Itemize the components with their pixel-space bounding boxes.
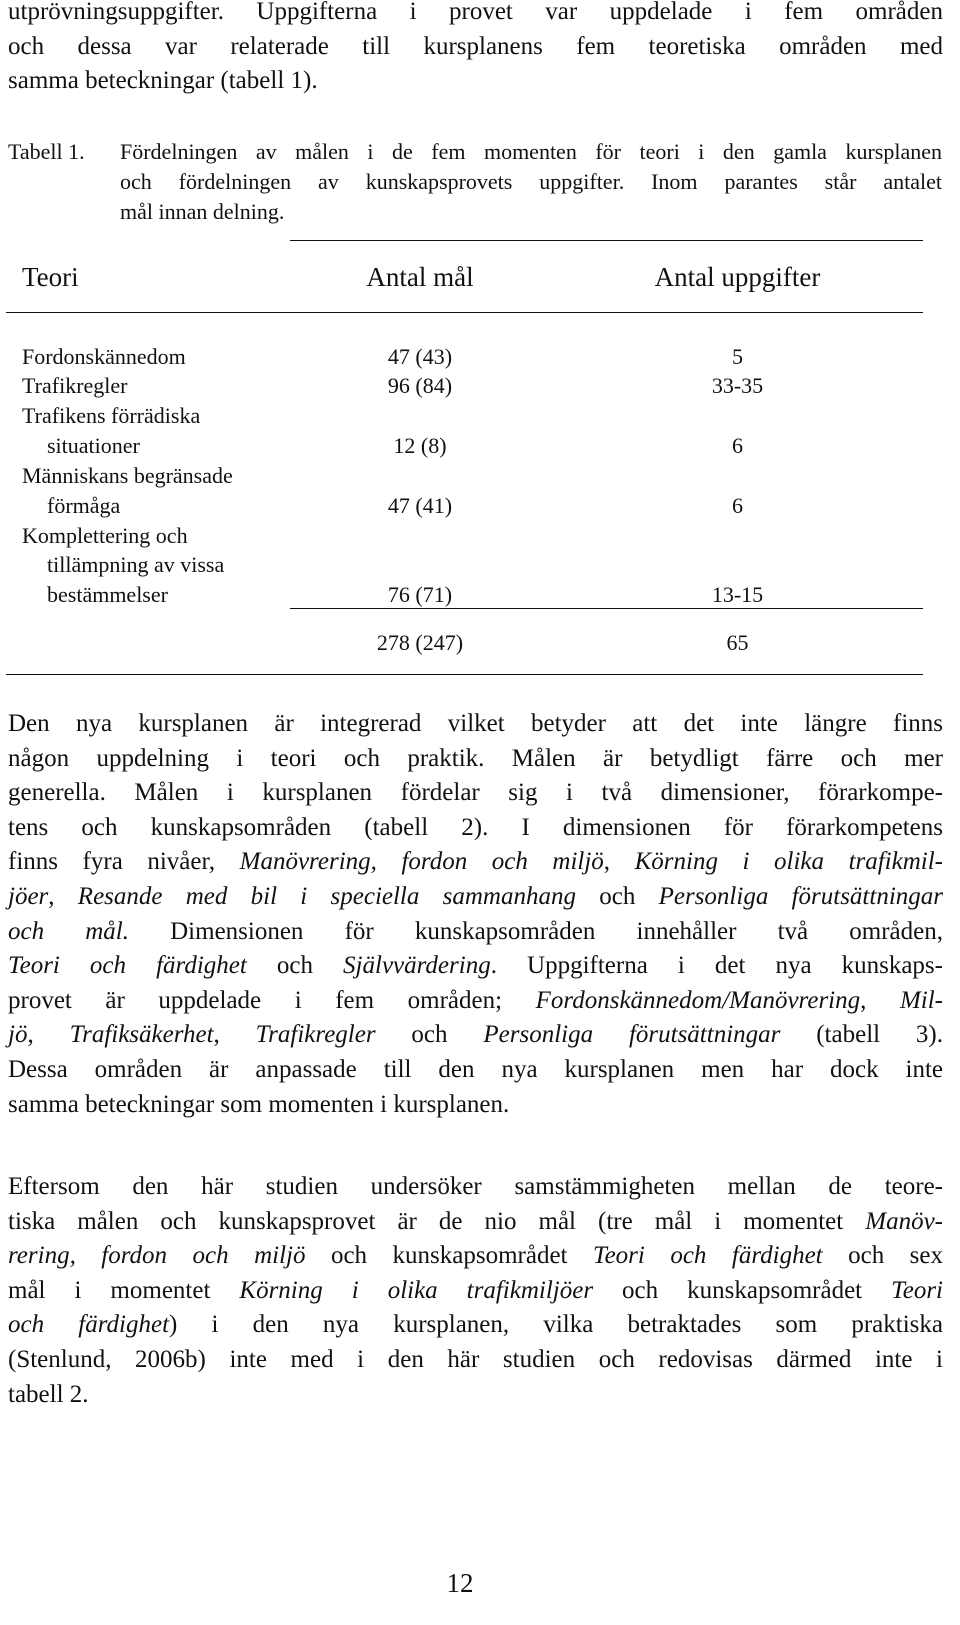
row-antal-mal: 96 (84) [387,373,453,398]
header-teori: Teori [22,262,79,292]
text-run: , [213,1021,256,1049]
italic-text: jöer [8,882,49,910]
text-run: Eftersom den här studien undersöker samstämmigheten mellan de teore- [8,1173,943,1200]
italic-text: Teori [891,1276,943,1304]
italic-text: Personliga förutsättningar [483,1021,781,1049]
italic-text: Trafikregler [255,1021,376,1049]
text-line [8,1378,943,1413]
text-line [8,1018,943,1053]
text-line [8,707,943,742]
body-paragraph [8,1170,943,1412]
italic-text: Trafiksäkerhet [69,1021,214,1049]
row-antal-mal: 47 (41) [387,493,453,518]
text-run: och sex [822,1242,944,1270]
caption-line: och fördelningen av kunskapsprovets uppgifter. Inom parantes står antalet [120,169,942,194]
text-line [8,1239,943,1274]
text-run: ) i den nya kursplanen, vilka betraktades som praktiska [169,1311,943,1339]
text-line [8,949,943,984]
text-run: mål i momentet [8,1276,240,1304]
text-run: generella. Målen i kursplanen fördelar sig i två dimensioner, förarkompe- [8,779,943,807]
header-antal-uppgifter: Antal uppgifter [654,262,821,292]
caption-label: Tabell 1. [8,139,85,164]
text-run: finns fyra nivåer, [8,848,240,876]
italic-text: Körning i olika trafikmil- [634,848,943,876]
text-run: någon uppdelning i teori och praktik. Målen är betydligt färre och mer [8,744,943,772]
text-run: provet är uppdelade i fem områden; [8,986,536,1014]
italic-text: rering, fordon och miljö [8,1242,306,1270]
row-teori-cont: bestämmelser [47,582,168,607]
page-number: 12 [446,1568,474,1598]
row-teori: Komplettering och [22,523,188,548]
text-line [8,1170,943,1205]
caption-text [120,137,942,227]
row-teori: Människans begränsade [22,463,233,488]
text-run: , [860,986,900,1014]
text-run: tabell 2. [8,1380,89,1408]
italic-text: Resande med bil i speciella sammanhang [77,882,576,910]
text-run: Dessa områden är anpassade till den nya kursplanen men har dock inte [8,1055,943,1083]
italic-text: Teori och färdighet [592,1242,823,1270]
italic-text: och mål. [8,917,129,945]
row-antal-mal: 12 (8) [393,433,447,458]
italic-text: jö [8,1021,28,1049]
total-antal-uppgifter: 65 [726,630,749,655]
text-line [8,811,943,846]
text-run: och kunskapsområdet [593,1276,892,1304]
row-antal-uppgifter: 13-15 [711,582,764,607]
text-line [8,1205,943,1240]
text-run: (Stenlund, 2006b) inte med i den här studien och redovisas därmed inte i [8,1345,943,1373]
text-run: tiska målen och kunskapsprovet är de nio mål (tre mål i momentet [8,1207,866,1235]
text-line [8,984,943,1019]
text-line [8,742,943,777]
row-teori: Fordonskännedom [22,344,186,369]
text-run: tens och kunskapsområden (tabell 2). I dimensionen för förarkompetens [8,813,943,841]
table-bottom-rule [6,674,923,675]
text-line: och dessa var relaterade till kursplanens fem teoretiska områden med [8,32,943,60]
row-teori-cont: tillämpning av vissa [47,552,225,577]
text-line: samma beteckningar (tabell 1). [8,67,318,95]
caption-line: mål innan delning. [120,199,285,224]
text-run: Dimensionen för kunskapsområden innehåller två områden, [128,917,943,945]
header-antal-mal: Antal mål [366,262,474,292]
italic-text: Teori och färdighet [8,952,247,980]
row-teori-cont: förmåga [47,493,121,518]
row-teori: Trafikregler [22,373,128,398]
text-run: samma beteckningar som momenten i kursplanen. [8,1090,510,1118]
text-line: utprövningsuppgifter. Uppgifterna i provet var uppdelade i fem områden [8,0,943,25]
text-run: , [603,848,635,876]
text-line [8,1274,943,1309]
row-antal-uppgifter: 33-35 [711,373,764,398]
italic-text: Självvärdering [343,952,491,980]
table-header-rule [6,312,923,313]
text-run: och [575,882,659,910]
row-teori-cont: situationer [47,433,140,458]
text-line [8,776,943,811]
caption-line: Fördelningen av målen i de fem momenten för teori i den gamla kursplanen [120,139,942,164]
italic-text: Manövrering, fordon och miljö [239,848,604,876]
italic-text: och färdighet [8,1311,170,1339]
text-line [8,915,943,950]
italic-text: Körning i olika trafikmiljöer [239,1276,594,1304]
total-antal-mal: 278 (247) [376,630,464,655]
text-line [8,1308,943,1343]
text-run: Den nya kursplanen är integrerad vilket betyder att det inte längre finns [8,710,943,737]
text-line [8,845,943,880]
italic-text: Mil- [899,986,944,1014]
row-antal-uppgifter: 6 [732,493,743,518]
body-paragraph [8,707,943,1122]
table-sum-rule [290,608,923,609]
italic-text: Manöv- [865,1207,943,1235]
row-antal-mal: 76 (71) [387,582,453,607]
row-antal-uppgifter: 5 [732,344,743,369]
text-line [8,1343,943,1378]
text-line [8,1053,943,1088]
row-antal-mal: 47 (43) [387,344,453,369]
text-run: och [246,952,344,980]
intro-paragraph [8,0,943,99]
text-run: , [48,882,78,910]
text-run: (tabell 3). [780,1021,944,1049]
italic-text: Personliga förutsättningar [658,882,944,910]
text-run: och [375,1021,484,1049]
italic-text: Fordonskännedom/Manövrering [535,986,861,1014]
row-antal-uppgifter: 6 [732,433,743,458]
text-line [8,1088,943,1123]
row-teori: Trafikens förrädiska [22,403,201,428]
text-line [8,880,943,915]
text-run: , [27,1021,70,1049]
text-run: . Uppgifterna i det nya kunskaps- [490,952,943,980]
text-run: och kunskapsområdet [305,1242,593,1270]
table-top-rule [290,240,923,241]
